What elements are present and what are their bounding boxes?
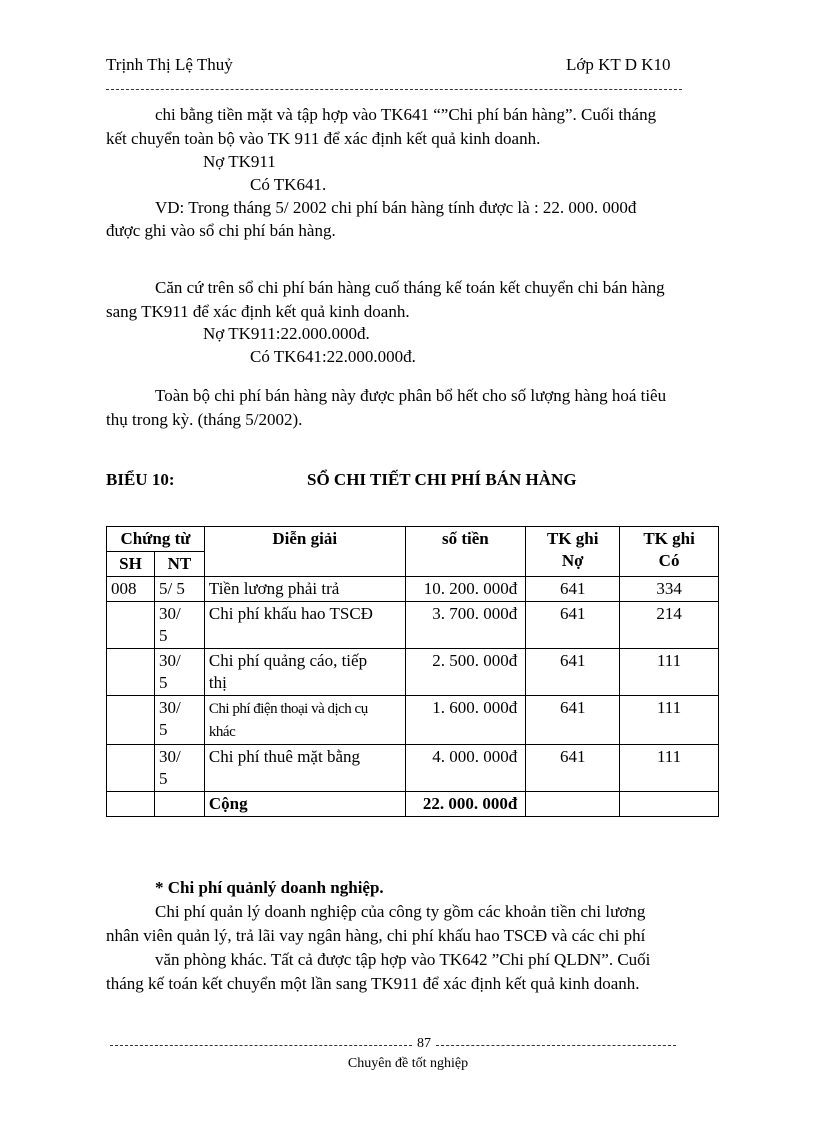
paragraph-line: nhân viên quản lý, trả lãi vay ngân hàng, chi phí khấu hao TSCĐ và các chi phí [106, 926, 646, 945]
cell-sh: 008 [107, 577, 155, 602]
cell-nt-line1: 30/ [158, 604, 181, 623]
cell-debit: 641 [526, 577, 620, 602]
footer-rule-right [436, 1045, 676, 1046]
cell-amount: 3. 700. 000đ [405, 602, 526, 649]
cell-amount: 2. 500. 000đ [405, 649, 526, 696]
cell-nt [154, 745, 204, 792]
cell-description [204, 745, 405, 792]
header-author: Trịnh Thị Lệ Thuỷ [106, 55, 233, 74]
table-row [107, 577, 719, 602]
cell-amount: 10. 200. 000đ [405, 577, 526, 602]
paragraph-line: được ghi vào sổ chi phí bán hàng. [106, 221, 336, 240]
cell-empty [526, 792, 620, 817]
header-voucher: Chứng từ [107, 527, 205, 552]
cell-description [204, 649, 405, 696]
paragraph-line: sang TK911 để xác định kết quả kinh doanh. [106, 302, 410, 321]
cell-credit: 214 [620, 602, 719, 649]
cell-desc-line1: Chi phí khấu hao TSCĐ [208, 604, 373, 623]
header-credit-account [620, 527, 719, 577]
cell-debit: 641 [526, 602, 620, 649]
cell-empty [154, 792, 204, 817]
cell-desc-line1: Chi phí thuê mặt bằng [208, 747, 360, 766]
cell-nt-line2: 5 [158, 769, 168, 788]
section-heading: * Chi phí quảnlý doanh nghiệp. [155, 878, 384, 897]
cell-nt-line2: 5 [158, 673, 168, 692]
cell-amount: 1. 600. 000đ [405, 696, 526, 745]
footer-caption: Chuyên đề tốt nghiệp [347, 1056, 469, 1071]
paragraph-line: Toàn bộ chi phí bán hàng này được phân bổ hết cho số lượng hàng hoá tiêu [155, 386, 667, 405]
header-class: Lớp KT D K10 [566, 55, 671, 74]
total-amount: 22. 000. 000đ [405, 792, 526, 817]
cell-nt-line2: 5 [158, 626, 168, 645]
paragraph-line: Chi phí quản lý doanh nghiệp của công ty gồm các khoản tiền chi lương [155, 902, 646, 921]
paragraph-line: chi bằng tiền mặt và tập hợp vào TK641 “”Chi phí bán hàng”. Cuối tháng [155, 105, 657, 124]
cell-credit: 111 [620, 649, 719, 696]
header-debit-account [526, 527, 620, 577]
journal-debit: Nợ TK911 [203, 152, 276, 171]
table-row [107, 602, 719, 649]
table-row [107, 745, 719, 792]
header-debit-line1: TK ghi [546, 529, 599, 548]
header-amount: số tiền [405, 527, 526, 577]
cell-desc-line1: Chi phí điện thoại và dịch cụ [208, 701, 368, 717]
table-row [107, 649, 719, 696]
header-credit-line1: TK ghi [643, 529, 695, 548]
paragraph-line: tháng kế toán kết chuyển một lần sang TK911 để xác định kết quả kinh doanh. [106, 974, 640, 993]
cell-debit: 641 [526, 649, 620, 696]
cell-empty [620, 792, 719, 817]
cell-credit: 111 [620, 745, 719, 792]
cell-amount: 4. 000. 000đ [405, 745, 526, 792]
cell-debit: 641 [526, 745, 620, 792]
journal-credit: Có TK641:22.000.000đ. [250, 347, 416, 366]
cell-description [204, 602, 405, 649]
cell-sh [107, 602, 155, 649]
cell-nt-line1: 30/ [158, 651, 181, 670]
cell-sh [107, 696, 155, 745]
header-nt: NT [154, 552, 204, 577]
cell-nt-line1: 5/ 5 [158, 579, 185, 598]
cell-description [204, 696, 405, 745]
paragraph-line: VD: Trong tháng 5/ 2002 chi phí bán hàng tính được là : 22. 000. 000đ [155, 198, 637, 217]
cell-debit: 641 [526, 696, 620, 745]
table-title: SỔ CHI TIẾT CHI PHÍ BÁN HÀNG [307, 470, 577, 489]
paragraph-line: thụ trong kỳ. (tháng 5/2002). [106, 410, 303, 429]
cell-empty [107, 792, 155, 817]
expense-ledger-table [106, 526, 719, 817]
table-total-row [107, 792, 719, 817]
cell-nt [154, 602, 204, 649]
cell-desc-line2: khác [208, 724, 236, 740]
cell-nt-line2: 5 [158, 720, 168, 739]
journal-debit: Nợ TK911:22.000.000đ. [203, 324, 370, 343]
cell-description [204, 577, 405, 602]
total-label: Cộng [204, 792, 405, 817]
header-sh: SH [107, 552, 155, 577]
cell-nt-line1: 30/ [158, 747, 181, 766]
paragraph-line: Căn cứ trên sổ chi phí bán hàng cuố tháng kế toán kết chuyển chi bán hàng [155, 278, 665, 297]
table-label: BIỂU 10: [106, 470, 175, 489]
cell-desc-line1: Tiền lương phải trả [208, 579, 340, 598]
header-rule [106, 89, 682, 90]
cell-sh [107, 649, 155, 696]
cell-credit: 111 [620, 696, 719, 745]
cell-nt-line1: 30/ [158, 698, 181, 717]
page-number: 87 [417, 1036, 431, 1051]
cell-nt [154, 577, 204, 602]
cell-nt [154, 649, 204, 696]
footer-rule-left [110, 1045, 412, 1046]
table-row [107, 696, 719, 745]
journal-credit: Có TK641. [250, 175, 327, 194]
paragraph-line: kết chuyển toàn bộ vào TK 911 để xác định kết quả kinh doanh. [106, 129, 541, 148]
cell-desc-line2: thị [208, 673, 227, 692]
cell-desc-line1: Chi phí quảng cáo, tiếp [208, 651, 368, 670]
cell-sh [107, 745, 155, 792]
header-debit-line2: Nợ [561, 551, 584, 570]
header-description: Diễn giải [204, 527, 405, 577]
header-credit-line2: Có [658, 551, 680, 570]
paragraph-line: văn phòng khác. Tất cả được tập hợp vào TK642 ”Chi phí QLDN”. Cuối [155, 950, 651, 969]
cell-nt [154, 696, 204, 745]
cell-credit: 334 [620, 577, 719, 602]
